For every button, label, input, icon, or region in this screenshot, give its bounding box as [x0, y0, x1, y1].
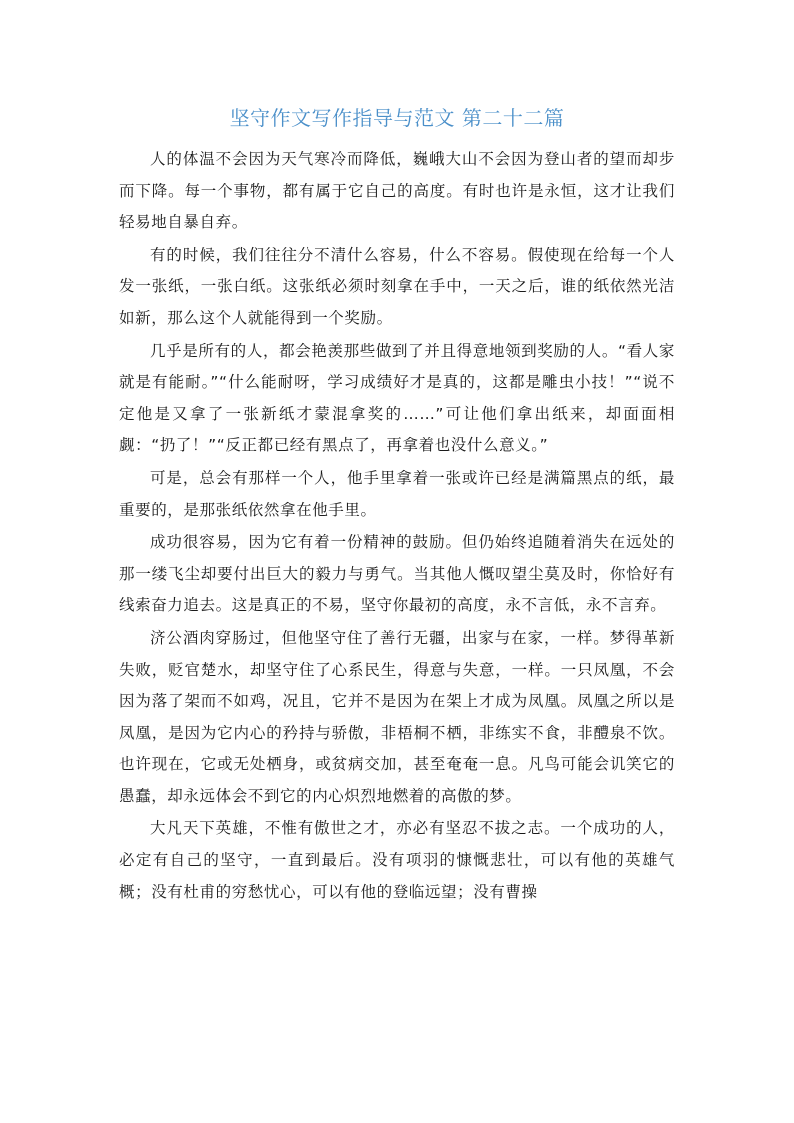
paragraph-3: 几乎是所有的人，都会艳羡那些做到了并且得意地领到奖励的人。“看人家就是有能耐。”“什么能耐呀，学习成绩好才是真的，这都是雕虫小技！”“说不定他是又拿了一张新纸才蒙混拿奖的……”可让他们拿出纸来，却面面相觑：“扔了！”“反正都已经有黑点了，再拿着也没什么意义。”: [119, 341, 675, 455]
paragraph-4: 可是，总会有那样一个人，他手里拿着一张或许已经是满篇黑点的纸，最重要的，是那张纸依然拿在他手里。: [119, 468, 675, 519]
document-body: [119, 144, 675, 909]
paragraph-2: 有的时候，我们往往分不清什么容易，什么不容易。假使现在给每一个人发一张纸，一张白纸。这张纸必须时刻拿在手中，一天之后，谁的纸依然光洁如新，那么这个人就能得到一个奖励。: [119, 245, 675, 327]
document-title: 坚守作文写作指导与范文 第二十二篇: [229, 106, 565, 130]
paragraph-1: 人的体温不会因为天气寒冷而降低，巍峨大山不会因为登山者的望而却步而下降。每一个事物，都有属于它自己的高度。有时也许是永恒，这才让我们轻易地自暴自弃。: [119, 150, 675, 232]
paragraph-5: 成功很容易，因为它有着一份精神的鼓励。但仍始终追随着消失在远处的那一缕飞尘却要付出巨大的毅力与勇气。当其他人慨叹望尘莫及时，你恰好有线索奋力追去。这是真正的不易，坚守你最初的高度，永不言低，永不言弃。: [119, 533, 675, 615]
paragraph-6: 济公酒肉穿肠过，但他坚守住了善行无疆，出家与在家，一样。梦得革新失败，贬官楚水，却坚守住了心系民生，得意与失意，一样。一只凤凰，不会因为落了架而不如鸡，况且，它并不是因为在架上才成为凤凰。凤凰之所以是凤凰，是因为它内心的矜持与骄傲，非梧桐不栖，非练实不食，非醴泉不饮。也许现在，它或无处栖身，或贫病交加，甚至奄奄一息。凡鸟可能会讥笑它的愚蠢，却永远体会不到它的内心炽烈地燃着的高傲的梦。: [119, 628, 675, 805]
paragraph-7: 大凡天下英雄，不惟有傲世之才，亦必有坚忍不拔之志。一个成功的人，必定有自己的坚守，一直到最后。没有项羽的慷慨悲壮，可以有他的英雄气概；没有杜甫的穷愁忧心，可以有他的登临远望；没有曹操: [119, 819, 675, 901]
